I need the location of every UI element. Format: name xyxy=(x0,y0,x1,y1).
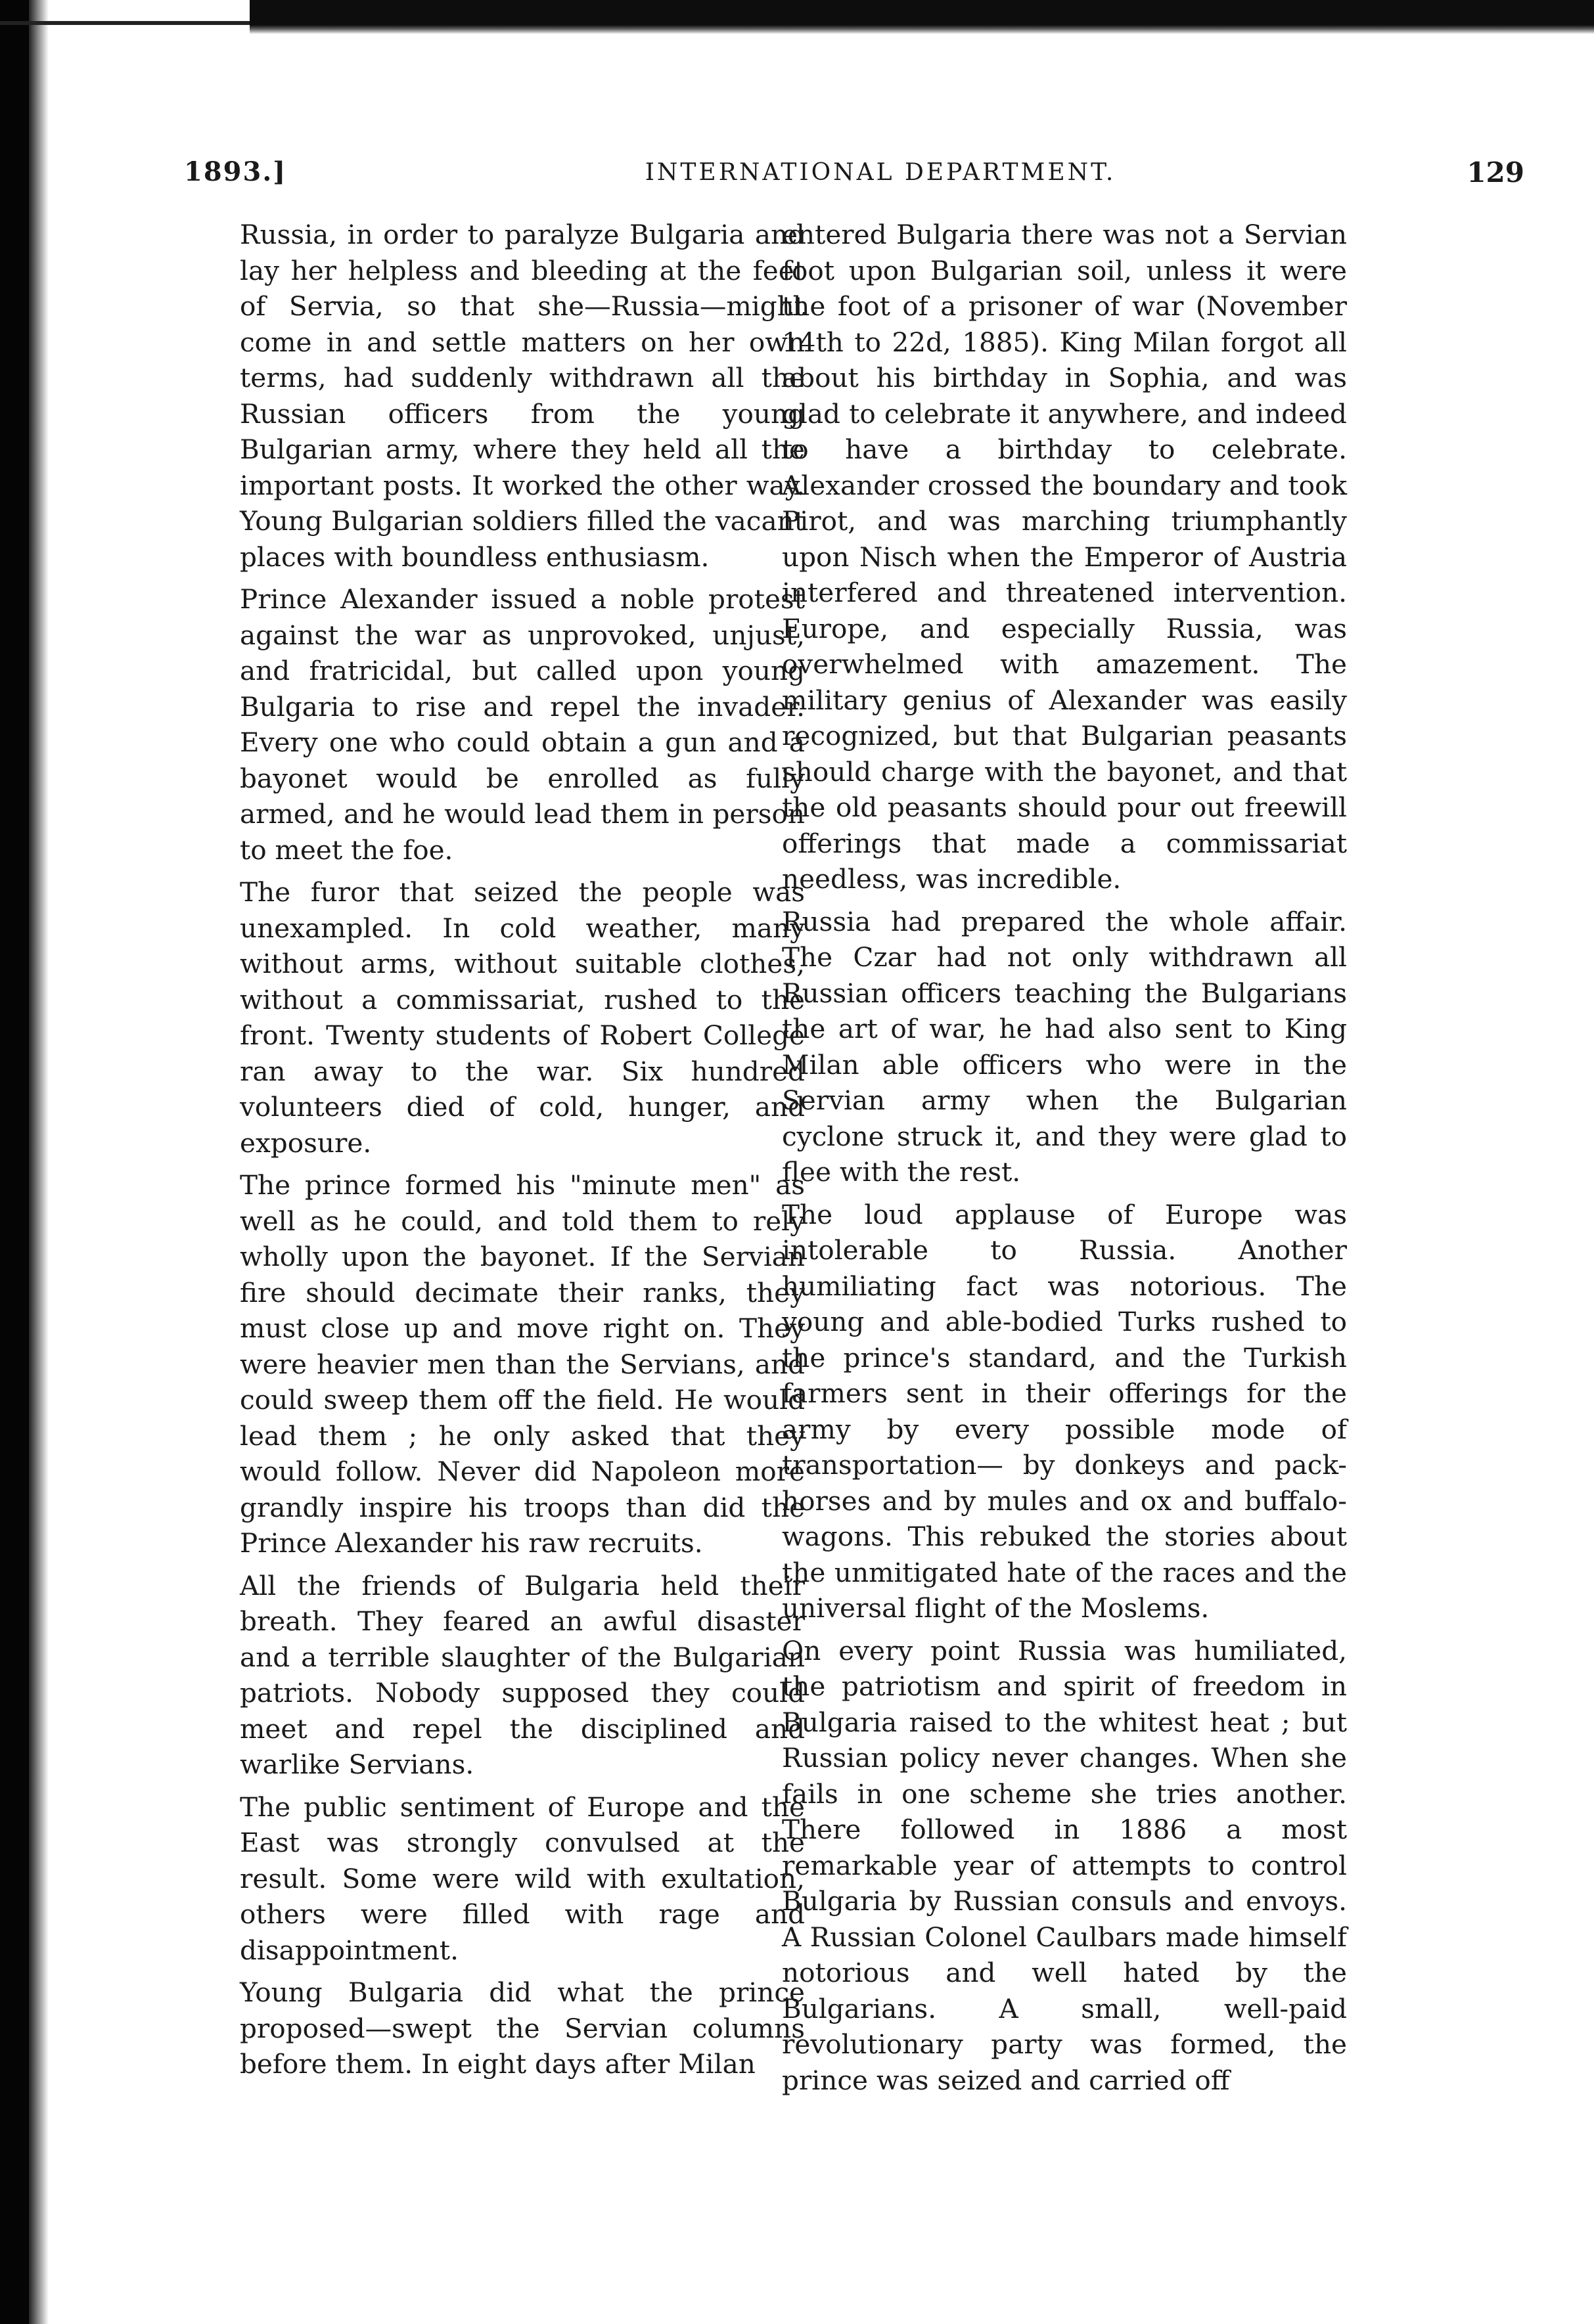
header-year: 1893.] xyxy=(184,156,287,187)
paragraph: The loud applause of Europe was intolerable to Russia. Another humiliating fact was notorious. The young and able-bodied Turks rushed to the prince's standard, and the Turkish farmers sent in their offerings for the army by every possible mode of transportation— by donkeys and pack-horses and by mules and ox and buffalo-wagons. This rebuked the stories about the unmitigated hate of the races and the universal flight of the Moslems. xyxy=(782,1198,1347,1624)
left-column xyxy=(240,217,805,2089)
page-header xyxy=(184,156,1524,202)
paragraph: The prince formed his "minute men" as well as he could, and told them to rely wholly upon the bayonet. If the Servian fire should decimate their ranks, they must close up and move right on. They were heavier men than the Servians, and could sweep them off the field. He would lead them ; he only asked that they would follow. Never did Napoleon more grandly inspire his troops than did the Prince Alexander his raw recruits. xyxy=(240,1169,805,1559)
right-column xyxy=(782,217,1347,2105)
paragraph: Russia had prepared the whole affair. The Czar had not only withdrawn all Russian officers teaching the Bulgarians the art of war, he had also sent to King Milan able officers who were in the Servian army when the Bulgarian cyclone struck it, and they were glad to flee with the rest. xyxy=(782,905,1347,1188)
paragraph: The public sentiment of Europe and the East was strongly convulsed at the result. Some were wild with exultation, others were filled with rage and disappointment. xyxy=(240,1791,805,1966)
paragraph: All the friends of Bulgaria held their breath. They feared an awful disaster and a terrible slaughter of the Bulgarian patriots. Nobody supposed they could meet and repel the disciplined and warlike Servians. xyxy=(240,1569,805,1780)
paragraph: Young Bulgaria did what the prince proposed—swept the Servian columns before them. In eight days after Milan xyxy=(240,1977,805,2080)
scan-binding-edge xyxy=(0,0,29,2324)
paragraph: Prince Alexander issued a noble protest against the war as unprovoked, unjust, and fratricidal, but called upon young Bulgaria to rise and repel the invader. Every one who could obtain a gun and a bayonet would be enrolled as fully armed, and he would lead them in person to meet the foe. xyxy=(240,583,805,866)
running-head: INTERNATIONAL DEPARTMENT. xyxy=(645,159,1116,186)
paragraph: On every point Russia was humiliated, the patriotism and spirit of freedom in Bulgaria raised to the whitest heat ; but Russian policy never changes. When she fails in one scheme she tries another. There followed in 1886 a most remarkable year of attempts to control Bulgaria by Russian consuls and envoys. A Russian Colonel Caulbars made himself notorious and well hated by the Bulgarians. A small, well-paid revolutionary party was formed, the prince was seized and carried off xyxy=(782,1634,1347,2096)
scan-binding-shadow xyxy=(29,0,49,2324)
scan-top-rule-thin xyxy=(0,21,250,25)
paragraph: entered Bulgaria there was not a Servian foot upon Bulgarian soil, unless it were the foot of a prisoner of war (November 14th to 22d, 1885). King Milan forgot all about his birthday in Sophia, and was glad to celebrate it anywhere, and indeed to have a birthday to celebrate. Alexander crossed the boundary and took Pirot, and was marching triumphantly upon Nisch when the Emperor of Austria interfered and threatened intervention. Europe, and especially Russia, was overwhelmed with amazement. The military genius of Alexander was easily recognized, but that Bulgarian peasants should charge with the bayonet, and that the old peasants should pour out freewill offerings that made a commissariat needless, was incredible. xyxy=(782,219,1347,895)
paragraph: The furor that seized the people was unexampled. In cold weather, many without arms, without suitable clothes, without a commissariat, rushed to the front. Twenty students of Robert College ran away to the war. Six hundred volunteers died of cold, hunger, and exposure. xyxy=(240,876,805,1159)
scan-top-rule xyxy=(250,0,1594,34)
page-number: 129 xyxy=(1467,156,1524,189)
paragraph: Russia, in order to paralyze Bulgaria and lay her helpless and bleeding at the feet of Servia, so that she—Russia—might come in and settle matters on her own terms, had suddenly withdrawn all the Russian officers from the young Bulgarian army, where they held all the important posts. It worked the other way. Young Bulgarian soldiers filled the vacant places with boundless enthusiasm. xyxy=(240,219,805,573)
